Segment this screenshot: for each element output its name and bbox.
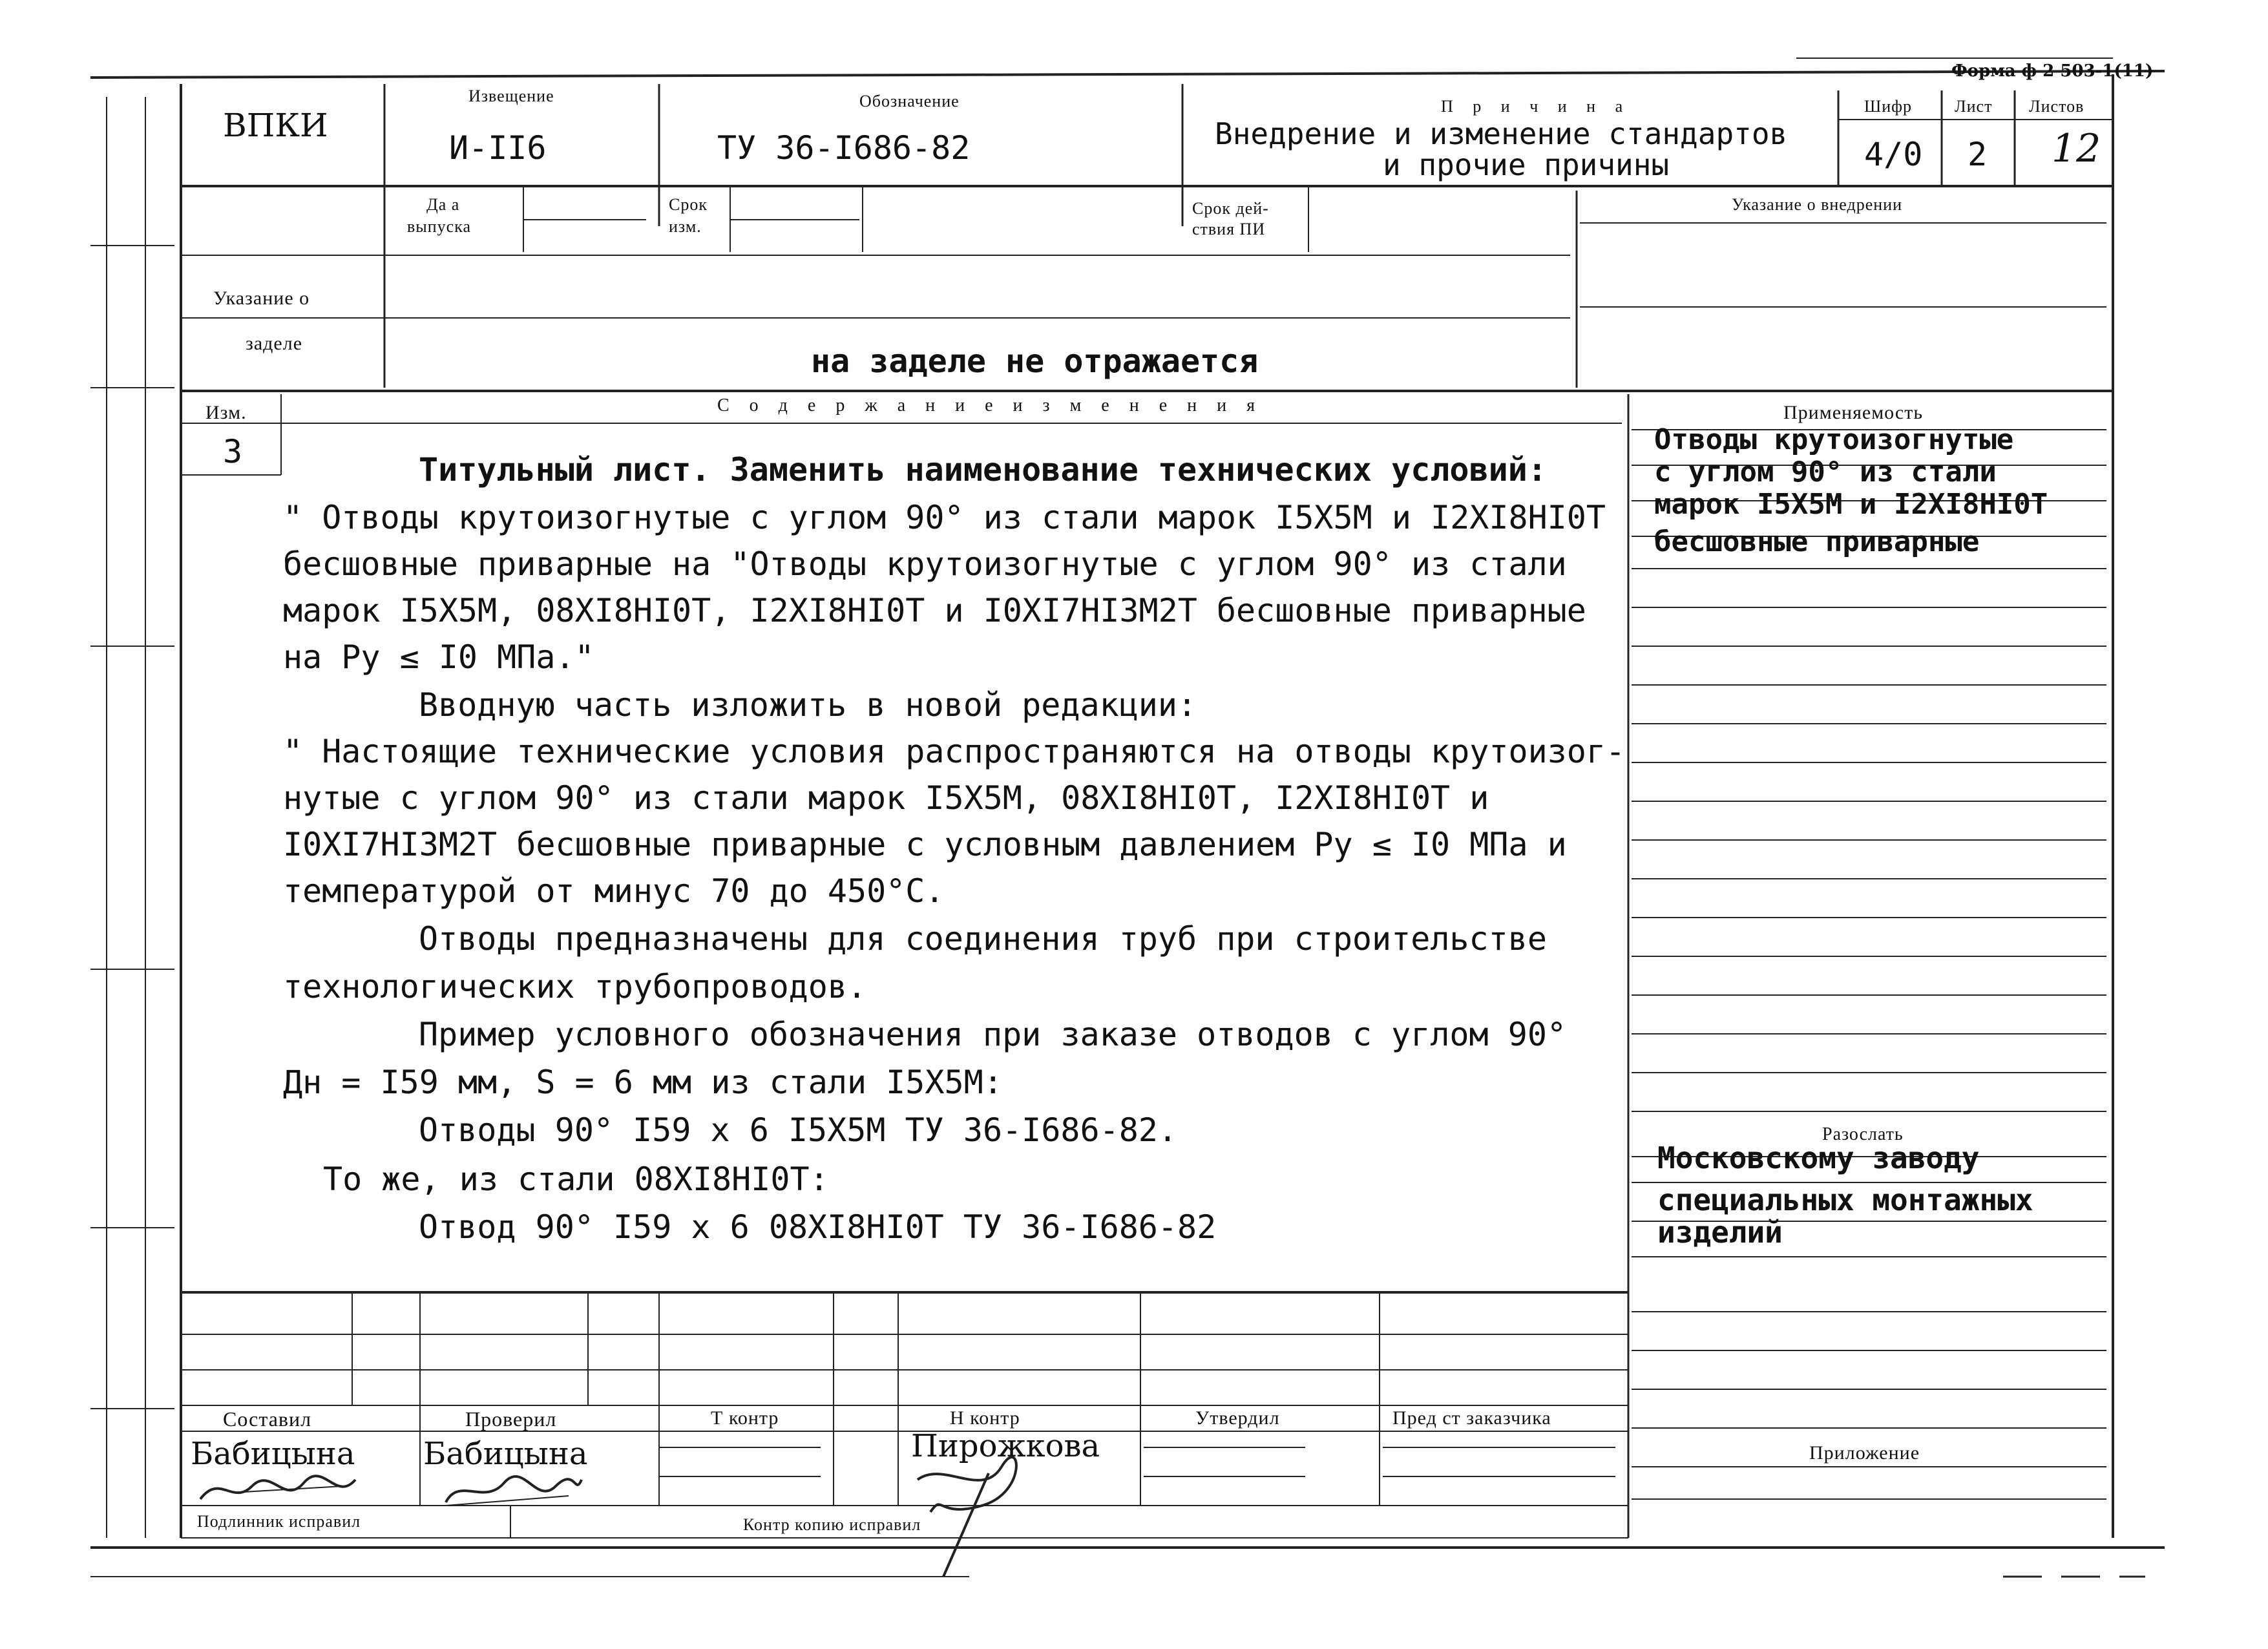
signature-n-kontr bbox=[905, 1454, 1047, 1583]
oboznachenie-value: ТУ 36-I686-82 bbox=[717, 129, 971, 167]
n-kontr-label: Н контр bbox=[950, 1407, 1020, 1429]
content-line: " Настоящие технические условия распространяются на отводы крутоизог- bbox=[283, 733, 1626, 770]
listov-value: 12 bbox=[2052, 126, 2101, 171]
proveril-label: Проверил bbox=[465, 1407, 557, 1431]
signature-proveril bbox=[439, 1467, 588, 1512]
srok-deistviya-label-1: Срок дей- bbox=[1192, 199, 1269, 218]
content-line: на Ру ≤ I0 МПа." bbox=[283, 638, 594, 676]
signature-sostavil bbox=[194, 1467, 362, 1512]
applicability-label: Применяемость bbox=[1783, 402, 1924, 423]
data-vypuska-label-2: выпуска bbox=[407, 217, 471, 236]
content-line: " Отводы крутоизогнутые с углом 90° из стали марок I5X5M и I2XI8HI0T bbox=[283, 499, 1606, 536]
form-number: Форма ф 2 503-1(11) bbox=[1951, 61, 2154, 81]
podlinnik-label: Подлинник исправил bbox=[197, 1512, 361, 1531]
applicability-line: Отводы крутоизогнутые bbox=[1654, 423, 2014, 456]
srok-deistviya-label-2: ствия ПИ bbox=[1192, 220, 1266, 238]
content-line: То же, из стали 08XI8HI0T: bbox=[323, 1161, 829, 1198]
prichina-line-1: Внедрение и изменение стандартов bbox=[1215, 116, 1788, 151]
content-line: температурой от минус 70 до 450°С. bbox=[283, 872, 945, 910]
content-line: технологических трубопроводов. bbox=[283, 968, 867, 1005]
izm-label: Изм. bbox=[205, 402, 247, 423]
distribution-line: Московскому заводу bbox=[1657, 1140, 1980, 1175]
applicability-line: бесшовные приварные bbox=[1654, 525, 1980, 558]
content-line: бесшовные приварные на "Отводы крутоизогнутые с углом 90° из стали bbox=[283, 545, 1567, 583]
list-value: 2 bbox=[1968, 136, 1988, 173]
content-line: марок I5X5M, 08XI8HI0T, I2XI8HI0T и I0XI7HI3M2T бесшовные приварные bbox=[283, 592, 1586, 629]
prilozhenie-label: Приложение bbox=[1809, 1442, 1920, 1464]
prichina-label: П р и ч и н а bbox=[1441, 97, 1631, 116]
n-kontr-name: Пирожкова bbox=[911, 1428, 1100, 1464]
content-line: I0XI7HI3M2T бесшовные приварные с условным давлением Ру ≤ I0 МПа и bbox=[283, 826, 1567, 863]
org-name: ВПКИ bbox=[223, 107, 328, 144]
content-line: Пример условного обозначения при заказе отводов с углом 90° bbox=[419, 1016, 1567, 1053]
utverdil-label: Утвердил bbox=[1195, 1407, 1280, 1429]
content-line: Дн = I59 мм, S = 6 мм из стали I5X5M: bbox=[283, 1064, 1003, 1101]
izm-value: 3 bbox=[223, 433, 243, 470]
distribution-line: специальных монтажных bbox=[1657, 1182, 2033, 1217]
sostavil-label: Составил bbox=[223, 1407, 312, 1431]
listov-label: Листов bbox=[2029, 97, 2084, 116]
t-kontr-label: Т контр bbox=[711, 1407, 779, 1429]
sostavil-name: Бабицына bbox=[191, 1436, 355, 1472]
kontr-kopii-label: Контр копию исправил bbox=[743, 1515, 921, 1534]
oboznachenie-label: Обозначение bbox=[859, 92, 960, 110]
distribution-label: Разослать bbox=[1822, 1124, 1904, 1144]
zadel-text: на заделе не отражается bbox=[811, 342, 1259, 380]
applicability-line: марок I5X5M и I2XI8HI0T bbox=[1654, 488, 2048, 521]
shifr-value: 4/0 bbox=[1864, 136, 1923, 173]
prichina-line-2: и прочие причины bbox=[1383, 147, 1670, 182]
zadel-label-1: Указание о bbox=[213, 288, 310, 309]
applicability-line: с углом 90° из стали bbox=[1654, 456, 1997, 488]
pred-zakazchika-label: Пред ст заказчика bbox=[1392, 1407, 1551, 1429]
content-header: С о д е р ж а н и е и з м е н е н и я bbox=[717, 395, 1263, 415]
ukazanie-vnedrenii-label: Указание о внедрении bbox=[1732, 195, 1902, 214]
content-line: Отводы 90° I59 x 6 I5X5M ТУ 36-I686-82. bbox=[419, 1111, 1177, 1149]
izveshchenie-label: Извещение bbox=[468, 87, 554, 105]
content-line: Титульный лист. Заменить наименование технических условий: bbox=[419, 451, 1547, 488]
srok-izm-label-2: изм. bbox=[669, 217, 702, 236]
content-line: Отводы предназначены для соединения труб при строительстве bbox=[419, 920, 1547, 958]
list-label: Лист bbox=[1955, 97, 1993, 116]
content-line: нутые с углом 90° из стали марок I5X5M, 08XI8HI0T, I2XI8HI0T и bbox=[283, 779, 1489, 817]
data-vypuska-label-1: Да а bbox=[426, 195, 460, 214]
content-line: Отвод 90° I59 x 6 08XI8HI0T ТУ 36-I686-82 bbox=[419, 1208, 1217, 1246]
zadel-label-2: заделе bbox=[246, 333, 303, 354]
distribution-line: изделий bbox=[1657, 1215, 1783, 1250]
srok-izm-label-1: Срок bbox=[669, 195, 708, 214]
shifr-label: Шифр bbox=[1864, 97, 1912, 116]
izveshchenie-value: И-II6 bbox=[449, 129, 547, 167]
proveril-name: Бабицына bbox=[423, 1436, 588, 1472]
content-line: Вводную часть изложить в новой редакции: bbox=[419, 686, 1197, 724]
